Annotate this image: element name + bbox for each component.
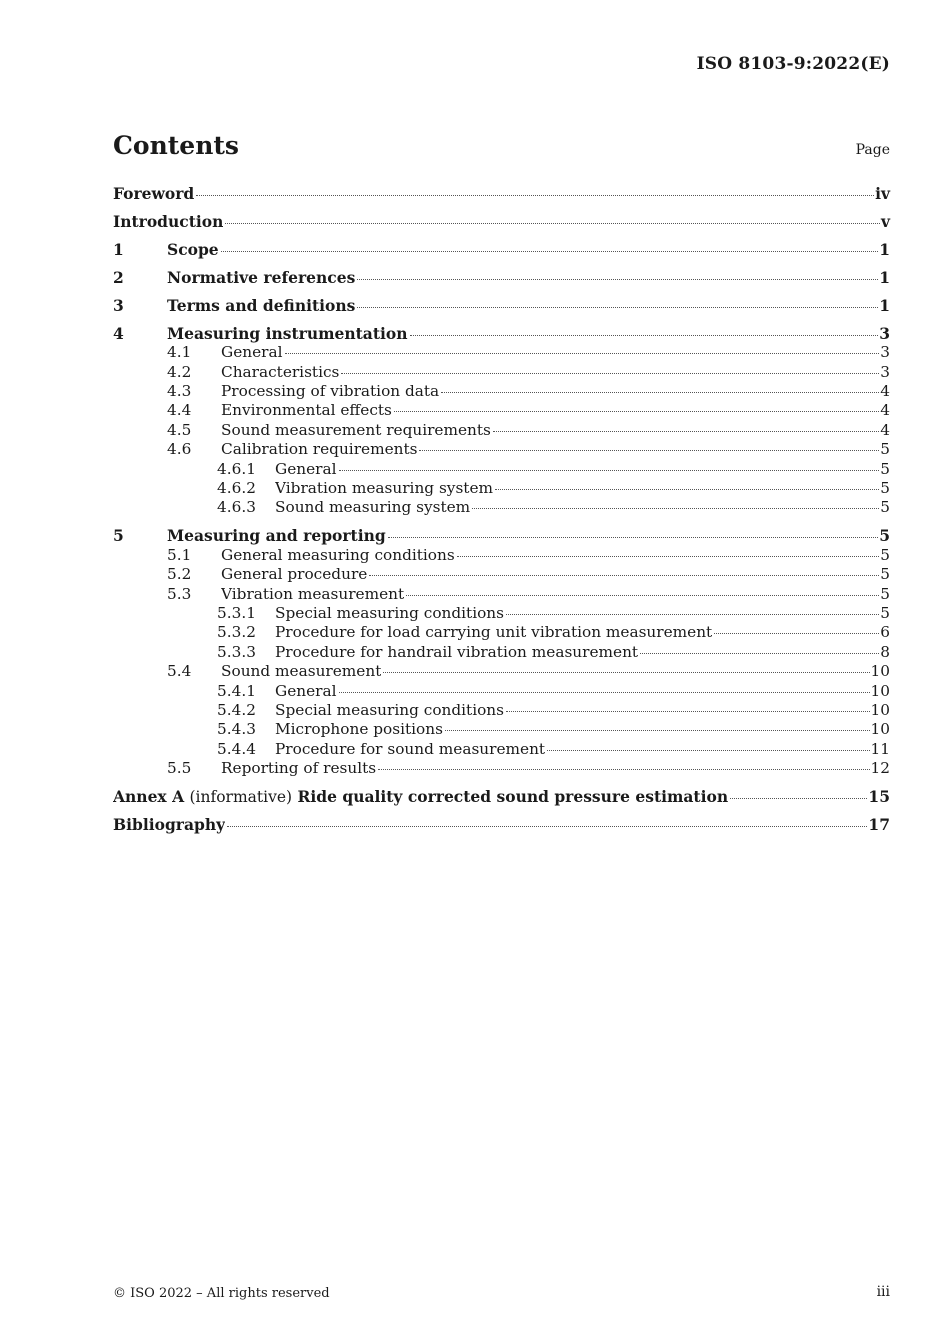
toc-entry-page: 17 [868, 815, 890, 835]
dot-leader [341, 373, 879, 374]
dot-leader [445, 730, 870, 731]
toc-entry-number: 5.4.4 [217, 739, 256, 758]
toc-entry-title: Procedure for load carrying unit vibration measurement [275, 623, 713, 642]
toc-entry-title: Special measuring conditions [275, 603, 505, 622]
annex-label: Annex A [113, 787, 185, 807]
toc-entry-title: Normative references [167, 267, 356, 287]
toc-entry-number: 4.4 [167, 401, 192, 420]
copyright-notice: © ISO 2022 – All rights reserved [113, 1286, 330, 1301]
toc-entry[interactable] [113, 720, 890, 739]
toc-entry-page: 3 [880, 362, 890, 381]
toc-entry-number: 5.1 [167, 545, 192, 564]
dot-leader [339, 692, 870, 693]
toc-entry-page: 5 [880, 545, 890, 564]
dot-leader [472, 508, 879, 509]
dot-leader [714, 633, 879, 634]
toc-entry-title: Scope [167, 239, 219, 259]
dot-leader [357, 307, 878, 308]
toc-entry-number: 4 [113, 323, 124, 343]
toc-entry-page: 15 [868, 787, 890, 807]
toc-entry-number: 1 [113, 239, 124, 259]
toc-entry[interactable] [113, 324, 890, 343]
toc-entry[interactable] [113, 382, 890, 401]
toc-entry-title: Special measuring conditions [275, 700, 505, 719]
toc-entry-title: Sound measuring system [275, 498, 471, 517]
toc-entry[interactable] [113, 759, 890, 778]
dot-leader [394, 411, 879, 412]
toc-entry-page: 1 [879, 267, 890, 287]
page-number: iii [876, 1284, 890, 1300]
toc-entry-title: General measuring conditions [221, 545, 455, 564]
toc-entry[interactable] [113, 343, 890, 362]
toc-entry-number: 5.4 [167, 662, 192, 681]
toc-entry-title [113, 787, 728, 807]
toc-entry-number: 5.3.1 [217, 603, 256, 622]
toc-entry-page: 5 [880, 603, 890, 622]
toc-entry-title: General [221, 343, 283, 362]
toc-entry-number: 4.2 [167, 362, 192, 381]
toc-entry-page: 3 [879, 323, 890, 343]
toc-entry[interactable] [113, 585, 890, 604]
dot-leader [441, 392, 879, 393]
toc-entry-title: Foreword [113, 184, 195, 203]
toc-entry[interactable] [113, 643, 890, 662]
toc-entry-page: 10 [870, 662, 890, 681]
dot-leader [285, 353, 880, 354]
toc-entry[interactable] [113, 546, 890, 565]
annex-qualifier: (informative) [189, 788, 293, 807]
toc-entry[interactable] [113, 526, 890, 545]
toc-entry[interactable] [113, 682, 890, 701]
toc-entry[interactable] [113, 740, 890, 759]
toc-entry[interactable] [113, 212, 890, 231]
document-identifier: ISO 8103-9:2022(E) [696, 54, 890, 74]
dot-leader [410, 335, 879, 336]
toc-entry[interactable] [113, 440, 890, 459]
toc-entry-page: 4 [880, 401, 890, 420]
toc-entry-number: 5.3.2 [217, 623, 256, 642]
toc-entry-title: Vibration measurement [221, 584, 405, 603]
toc-entry-number: 4.3 [167, 382, 192, 401]
toc-entry[interactable] [113, 401, 890, 420]
toc-entry-number: 4.6.2 [217, 479, 256, 498]
toc-entry-title: Procedure for sound measurement [275, 739, 546, 758]
toc-entry-page: 11 [870, 739, 890, 758]
dot-leader [730, 798, 867, 799]
toc-entry-page: 4 [880, 420, 890, 439]
toc-entry-page: 8 [880, 642, 890, 661]
dot-leader [339, 470, 880, 471]
toc-entry-number: 5.3 [167, 584, 192, 603]
toc-entry-page: 5 [880, 479, 890, 498]
toc-entry-page: 10 [870, 700, 890, 719]
toc-entry-number: 4.5 [167, 420, 192, 439]
dot-leader [406, 595, 879, 596]
dot-leader [357, 279, 878, 280]
toc-entry-number: 4.1 [167, 343, 192, 362]
toc-entry[interactable] [113, 184, 890, 203]
page-column-label: Page [855, 142, 890, 158]
toc-entry-page: v [880, 211, 890, 231]
toc-entry-title: General procedure [221, 565, 368, 584]
toc-entry-page: 10 [870, 720, 890, 739]
toc-entry-number: 2 [113, 267, 124, 287]
toc-entry-page: 5 [879, 526, 890, 546]
dot-leader [196, 195, 874, 196]
toc-entry-title: Reporting of results [221, 759, 377, 778]
toc-entry-number: 4.6.1 [217, 459, 256, 478]
toc-entry-title: Processing of vibration data [221, 382, 440, 401]
toc-entry-number: 4.6 [167, 440, 192, 459]
toc-entry[interactable] [113, 479, 890, 498]
toc-entry-page: 4 [880, 382, 890, 401]
toc-entry[interactable] [113, 623, 890, 642]
toc-entry-page: 5 [880, 565, 890, 584]
toc-entry[interactable] [113, 498, 890, 517]
toc-entry-title: Sound measurement requirements [221, 420, 491, 439]
dot-leader [383, 672, 869, 673]
toc-entry-title: Vibration measuring system [275, 479, 493, 498]
toc-entry-page: 10 [870, 681, 890, 700]
toc-entry[interactable] [113, 296, 890, 315]
dot-leader [506, 614, 879, 615]
toc-entry[interactable] [113, 565, 890, 584]
toc-entry-number: 5.4.1 [217, 681, 256, 700]
toc-entry-page: 5 [880, 498, 890, 517]
dot-leader [378, 769, 869, 770]
toc-entry-title: Bibliography [113, 815, 226, 835]
dot-leader [493, 431, 879, 432]
toc-entry[interactable] [113, 604, 890, 623]
dot-leader [225, 223, 880, 224]
dot-leader [640, 653, 879, 654]
toc-entry-page: 5 [880, 459, 890, 478]
toc-entry[interactable] [113, 701, 890, 720]
toc-entry-number: 5 [113, 526, 124, 546]
toc-entry[interactable] [113, 815, 890, 834]
toc-entry-title: Characteristics [221, 362, 340, 381]
dot-leader [388, 537, 879, 538]
toc-entry-page: 5 [880, 440, 890, 459]
toc-entry-title: Measuring instrumentation [167, 323, 408, 343]
toc-entry-title: Introduction [113, 211, 224, 231]
toc-entry-number: 5.2 [167, 565, 192, 584]
toc-entry[interactable] [113, 421, 890, 440]
toc-entry-title: Microphone positions [275, 720, 443, 739]
toc-entry-title: Measuring and reporting [167, 526, 386, 546]
toc-entry[interactable] [113, 787, 890, 806]
toc-entry-title: Terms and definitions [167, 295, 356, 315]
dot-leader [369, 575, 879, 576]
toc-entry-title: Calibration requirements [221, 440, 418, 459]
toc-entry-number: 3 [113, 295, 124, 315]
toc-entry-number: 5.4.3 [217, 720, 256, 739]
toc-entry-page: 12 [870, 759, 890, 778]
toc-entry-page: iv [875, 184, 890, 203]
dot-leader [495, 489, 879, 490]
dot-leader [547, 750, 869, 751]
toc-entry-page: 1 [879, 239, 890, 259]
toc-entry-number: 5.4.2 [217, 700, 256, 719]
toc-entry-title: Procedure for handrail vibration measurement [275, 642, 639, 661]
toc-entry-page: 1 [879, 295, 890, 315]
toc-entry-title: General [275, 459, 337, 478]
dot-leader [506, 711, 870, 712]
toc-entry-page: 5 [880, 584, 890, 603]
dot-leader [221, 251, 879, 252]
toc-entry-page: 3 [880, 343, 890, 362]
table-of-contents [113, 184, 890, 834]
dot-leader [419, 450, 879, 451]
annex-title: Ride quality corrected sound pressure estimation [297, 787, 729, 807]
toc-entry[interactable] [113, 268, 890, 287]
toc-entry-title: Sound measurement [221, 662, 382, 681]
toc-entry[interactable] [113, 240, 890, 259]
toc-entry-number: 4.6.3 [217, 498, 256, 517]
toc-entry-number: 5.5 [167, 759, 192, 778]
toc-entry[interactable] [113, 662, 890, 681]
toc-entry-title: Environmental effects [221, 401, 392, 420]
toc-entry-title: General [275, 681, 337, 700]
dot-leader [227, 826, 867, 827]
dot-leader [457, 556, 880, 557]
page-title: Contents [113, 131, 240, 160]
toc-entry[interactable] [113, 363, 890, 382]
toc-entry[interactable] [113, 460, 890, 479]
toc-entry-number: 5.3.3 [217, 642, 256, 661]
toc-entry-page: 6 [880, 623, 890, 642]
